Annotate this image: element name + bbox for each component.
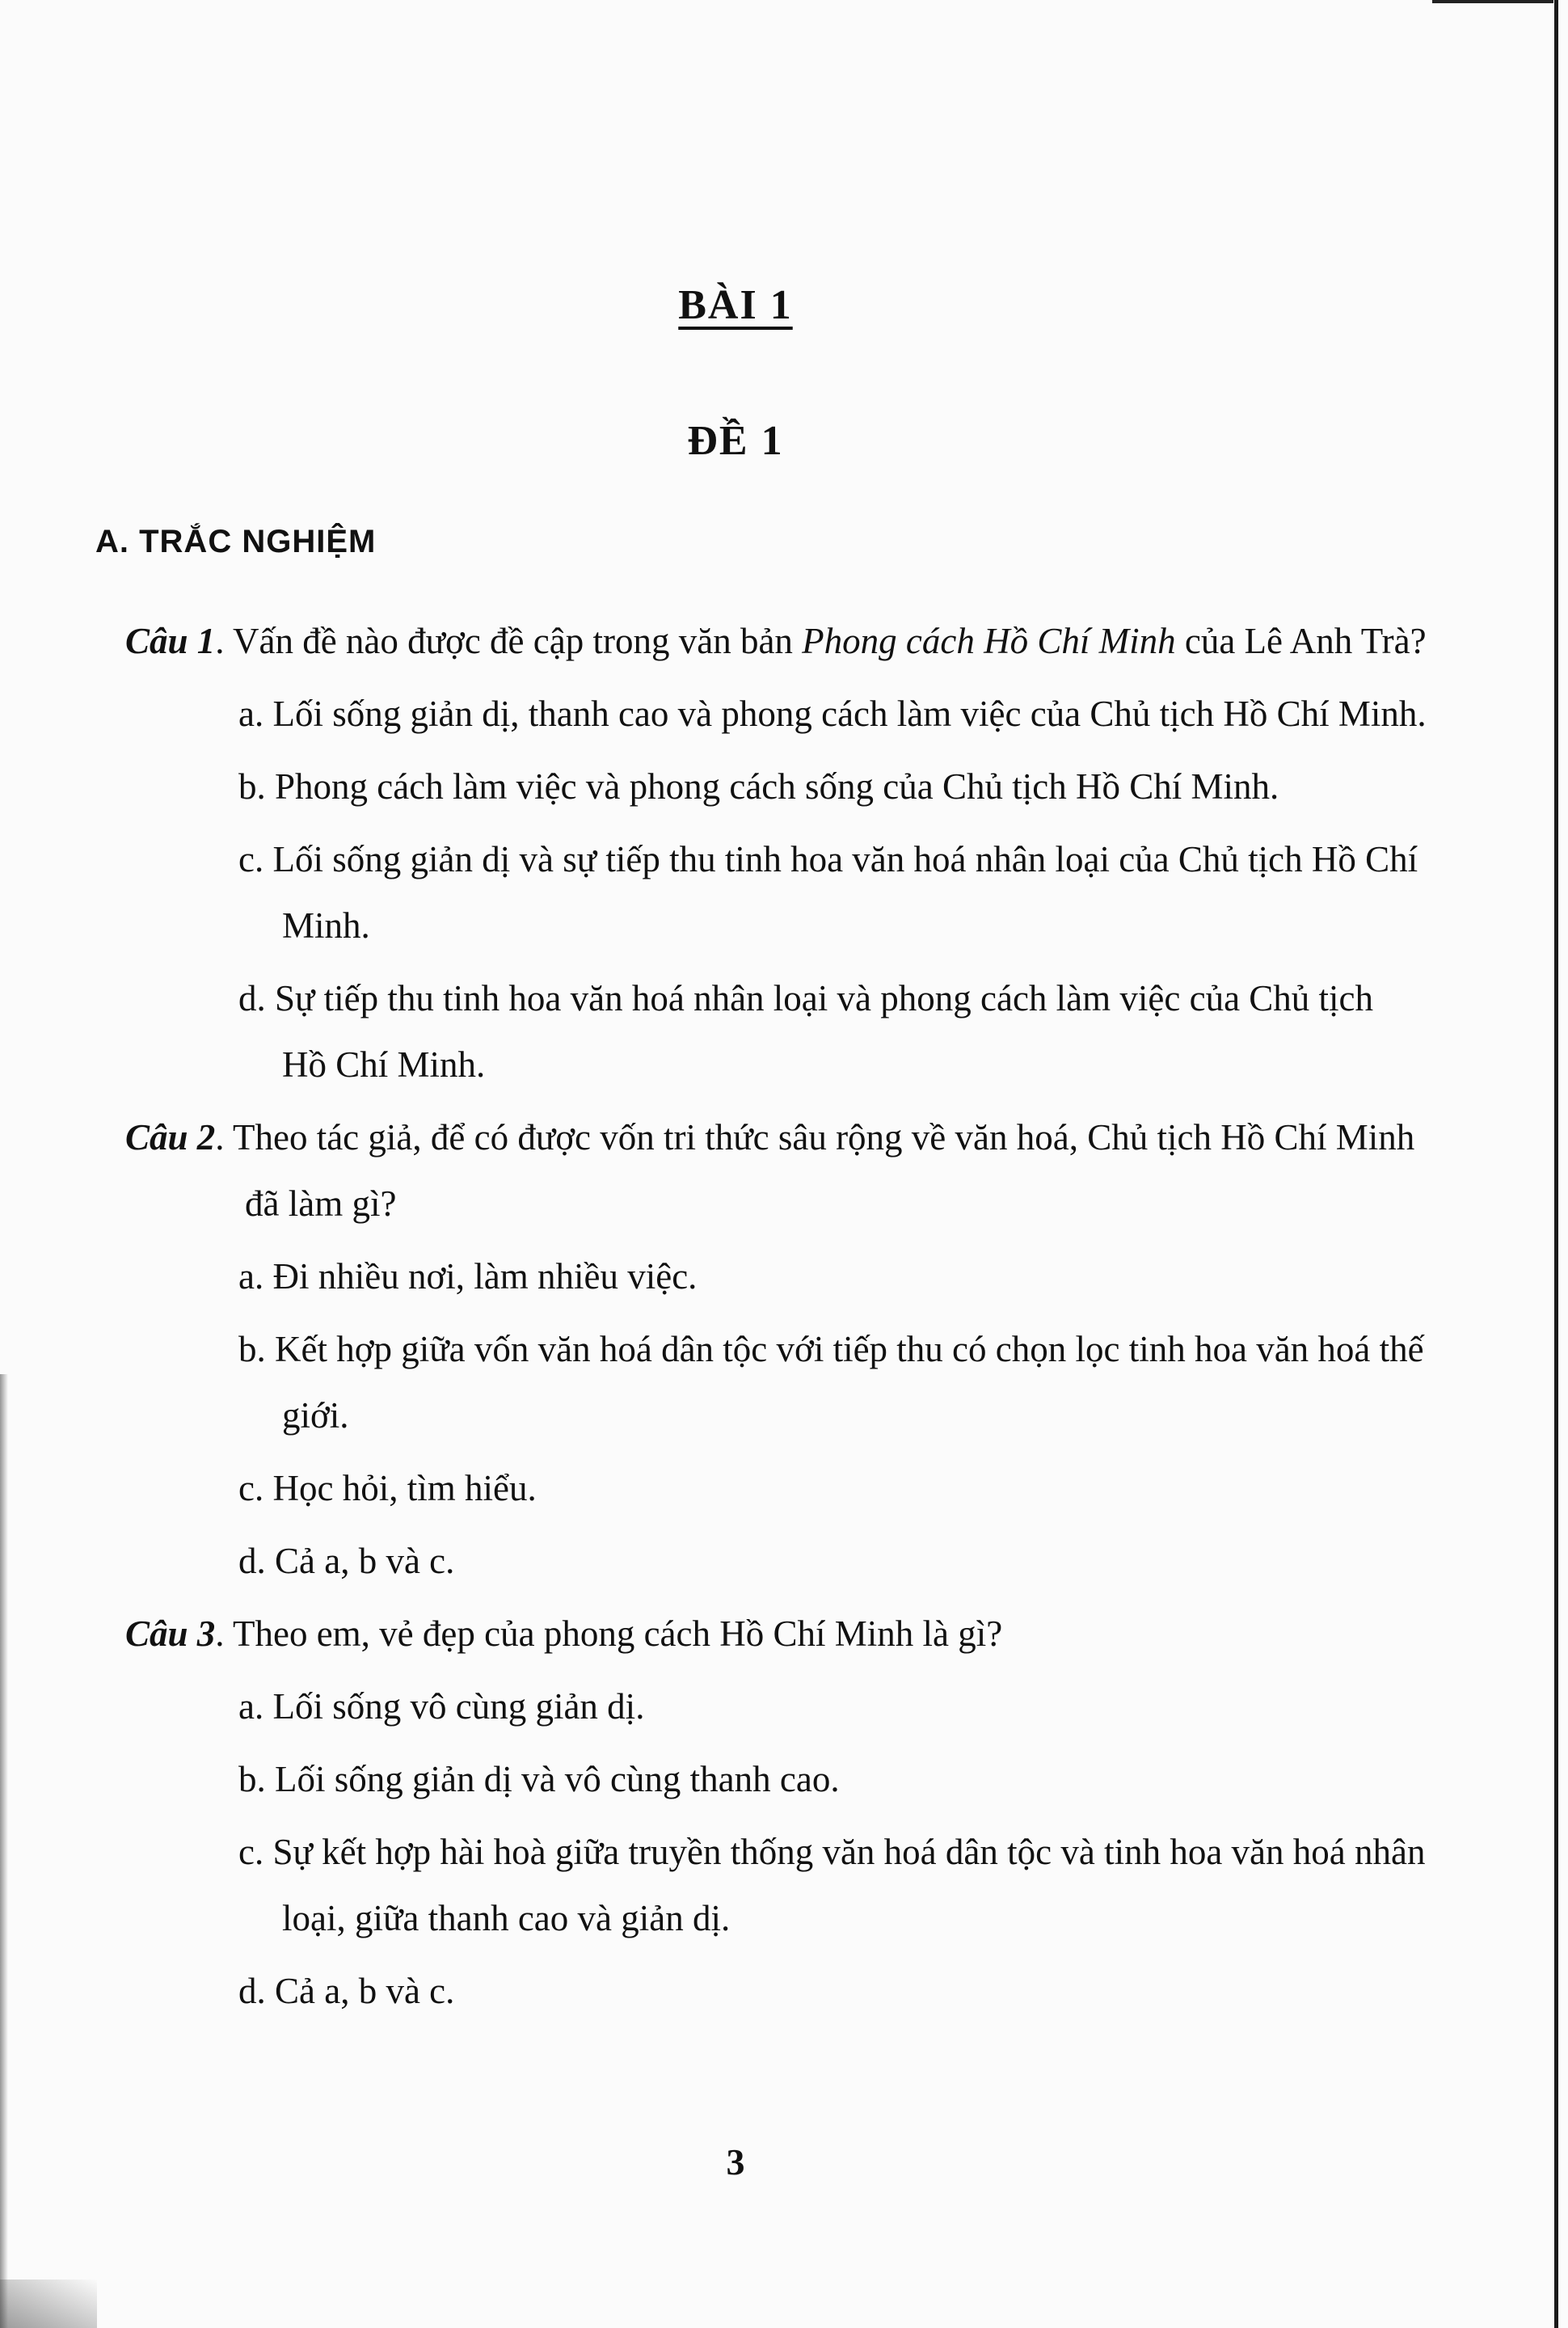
option-text: Lối sống giản dị, thanh cao và phong cách làm việc của Chủ tịch Hồ Chí Minh. <box>272 694 1427 734</box>
option-key: c. <box>238 1468 264 1508</box>
page-number: 3 <box>726 2141 745 2182</box>
question-3-text: . Theo em, vẻ đẹp của phong cách Hồ Chí Minh là gì? <box>215 1613 1003 1654</box>
option-text: Học hỏi, tìm hiểu. <box>272 1468 537 1508</box>
option-item <box>238 1528 1427 1594</box>
option-text: Kết hợp giữa vốn văn hoá dân tộc với tiếp thu có chọn lọc tinh hoa văn hoá thế giới. <box>275 1329 1424 1436</box>
option-key: b. <box>238 766 266 807</box>
page-edge-shadow <box>1554 0 1558 2328</box>
lesson-title-text: BÀI 1 <box>678 282 793 328</box>
option-text: Lối sống giản dị và sự tiếp thu tinh hoa văn hoá nhân loại của Chủ tịch Hồ Chí Minh. <box>272 839 1418 946</box>
option-text: Lối sống vô cùng giản dị. <box>272 1686 645 1727</box>
option-text: Đi nhiều nơi, làm nhiều việc. <box>272 1256 698 1297</box>
question-3-options <box>125 1673 1427 2024</box>
option-item <box>238 1243 1427 1310</box>
option-key: b. <box>238 1329 266 1369</box>
option-item <box>238 826 1427 959</box>
option-item <box>238 1819 1427 1951</box>
option-text: Phong cách làm việc và phong cách sống của Chủ tịch Hồ Chí Minh. <box>275 766 1279 807</box>
option-key: d. <box>238 1541 266 1581</box>
question-1 <box>125 608 1427 1098</box>
page-edge-mark <box>1432 0 1553 3</box>
option-text: Lối sống giản dị và vô cùng thanh cao. <box>275 1759 840 1799</box>
question-3-label: Câu 3 <box>125 1613 216 1654</box>
question-2-label: Câu 2 <box>125 1117 216 1158</box>
question-1-text-start: . Vấn đề nào được đề cập trong văn bản <box>215 621 803 661</box>
section-title: A. TRẮC NGHIỆM <box>95 524 377 559</box>
option-text: Sự kết hợp hài hoà giữa truyền thống văn hoá dân tộc và tinh hoa văn hoá nhân loại, giữa thanh cao và giản dị. <box>272 1832 1426 1938</box>
option-text: Cả a, b và c. <box>275 1541 455 1581</box>
option-text: Sự tiếp thu tinh hoa văn hoá nhân loại và phong cách làm việc của Chủ tịch Hồ Chí Minh. <box>275 978 1374 1085</box>
option-item <box>238 965 1427 1098</box>
option-key: d. <box>238 978 266 1018</box>
question-3 <box>125 1600 1427 2024</box>
option-item <box>238 681 1427 747</box>
option-key: a. <box>238 694 264 734</box>
question-1-stem <box>125 608 1427 674</box>
option-item <box>238 1746 1427 1812</box>
question-3-stem <box>125 1600 1427 1667</box>
question-2-options <box>125 1243 1427 1594</box>
exam-title: ĐỀ 1 <box>687 418 784 464</box>
option-key: c. <box>238 839 264 879</box>
option-key: b. <box>238 1759 266 1799</box>
page-binding-shadow <box>0 1374 8 2328</box>
question-1-options <box>125 681 1427 1098</box>
question-1-text-end: của Lê Anh Trà? <box>1175 621 1427 661</box>
question-2 <box>125 1104 1427 1594</box>
option-key: a. <box>238 1686 264 1727</box>
option-key: a. <box>238 1256 264 1297</box>
option-item <box>238 1958 1427 2024</box>
option-key: c. <box>238 1832 264 1872</box>
question-list <box>125 608 1427 2031</box>
option-item <box>238 753 1427 820</box>
option-item <box>238 1673 1427 1740</box>
option-item <box>238 1316 1427 1449</box>
question-1-label: Câu 1 <box>125 621 216 661</box>
lesson-title <box>0 281 1471 329</box>
page-corner-shadow <box>0 2280 97 2328</box>
question-2-text: . Theo tác giả, để có được vốn tri thức sâu rộng về văn hoá, Chủ tịch Hồ Chí Minh đã làm gì? <box>215 1117 1415 1224</box>
option-key: d. <box>238 1971 266 2011</box>
question-1-text-title: Phong cách Hồ Chí Minh <box>802 621 1176 661</box>
question-2-stem <box>125 1104 1427 1237</box>
option-item <box>238 1455 1427 1521</box>
option-text: Cả a, b và c. <box>275 1971 455 2011</box>
